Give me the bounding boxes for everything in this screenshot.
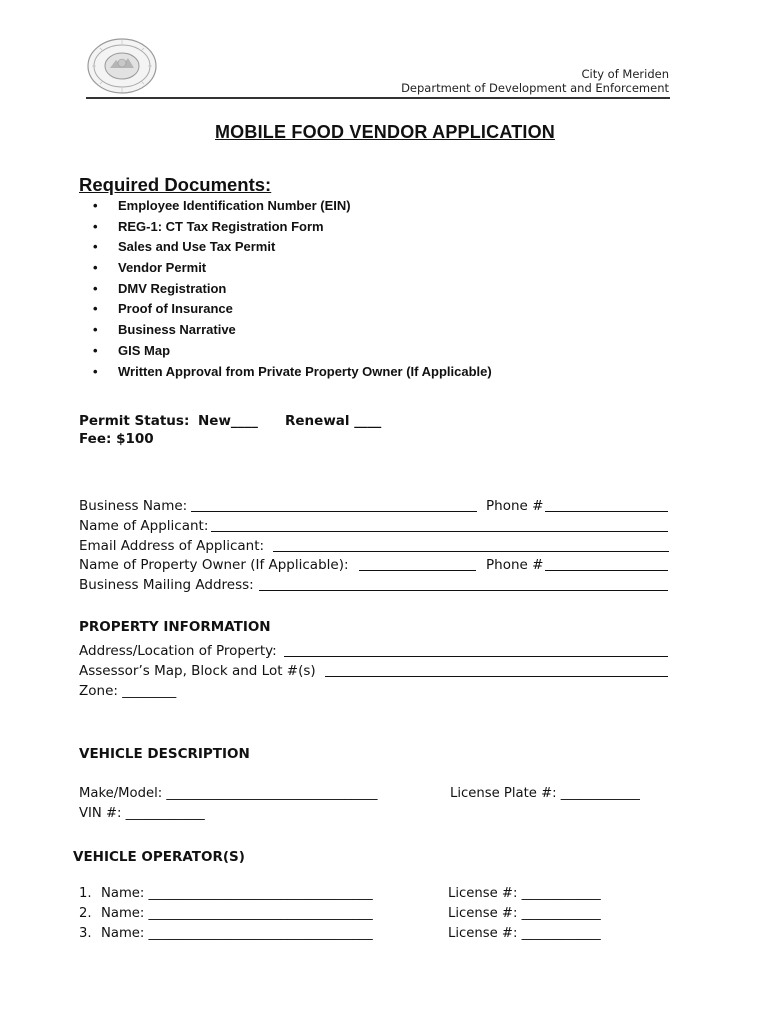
bullet-icon: • bbox=[93, 260, 98, 276]
permit-fee: Fee: $100 bbox=[79, 431, 154, 447]
operator-number: 1. bbox=[79, 886, 92, 901]
property-address-label: Address/Location of Property: bbox=[79, 643, 277, 659]
header-city: City of Meriden bbox=[581, 67, 669, 81]
business-name-field[interactable] bbox=[191, 498, 477, 512]
city-seal-logo bbox=[86, 38, 158, 94]
required-document-label: Business Narrative bbox=[118, 322, 236, 338]
operator-name-field[interactable]: Name: __________________________________ bbox=[101, 926, 373, 941]
permit-renewal-field[interactable]: Renewal ____ bbox=[285, 413, 382, 429]
required-document-item bbox=[93, 299, 492, 320]
operator-name-field[interactable]: Name: __________________________________ bbox=[101, 886, 373, 901]
zone-field[interactable]: Zone: ________ bbox=[79, 683, 177, 699]
required-document-item bbox=[93, 196, 492, 217]
mailing-address-field[interactable] bbox=[259, 577, 668, 591]
license-plate-field[interactable]: License Plate #: ____________ bbox=[450, 786, 640, 801]
operator-name-field[interactable]: Name: __________________________________ bbox=[101, 906, 373, 921]
bullet-icon: • bbox=[93, 280, 98, 296]
property-address-field[interactable] bbox=[284, 643, 668, 657]
bullet-icon: • bbox=[93, 363, 98, 379]
required-document-label: GIS Map bbox=[118, 342, 171, 358]
email-field[interactable] bbox=[273, 538, 669, 552]
phone-field[interactable] bbox=[545, 498, 668, 512]
property-owner-label: Name of Property Owner (If Applicable): bbox=[79, 557, 349, 573]
required-document-item bbox=[93, 237, 492, 258]
bullet-icon: • bbox=[93, 301, 98, 317]
page-title: MOBILE FOOD VENDOR APPLICATION bbox=[214, 122, 555, 142]
owner-phone-field[interactable] bbox=[545, 557, 668, 571]
vin-field[interactable]: VIN #: ____________ bbox=[79, 806, 205, 821]
required-document-label: REG-1: CT Tax Registration Form bbox=[118, 218, 324, 234]
required-document-label: Written Approval from Private Property Owner (If Applicable) bbox=[118, 363, 492, 379]
owner-phone-label: Phone # bbox=[486, 557, 544, 573]
required-document-label: DMV Registration bbox=[118, 280, 227, 296]
bullet-icon: • bbox=[93, 198, 98, 213]
header-department: Department of Development and Enforcement bbox=[401, 81, 669, 95]
email-label: Email Address of Applicant: bbox=[79, 538, 265, 554]
permit-status-label: Permit Status: bbox=[79, 413, 190, 429]
required-document-item bbox=[93, 217, 492, 238]
phone-label: Phone # bbox=[486, 498, 544, 514]
property-info-heading: PROPERTY INFORMATION bbox=[79, 619, 271, 635]
operator-license-field[interactable]: License #: ____________ bbox=[448, 906, 601, 921]
assessor-field[interactable] bbox=[325, 663, 668, 677]
applicant-name-field[interactable] bbox=[211, 518, 668, 532]
required-document-item bbox=[93, 279, 492, 300]
operator-number: 2. bbox=[79, 906, 92, 921]
bullet-icon: • bbox=[93, 342, 98, 358]
required-documents-list bbox=[93, 196, 492, 382]
bullet-icon: • bbox=[93, 218, 98, 234]
required-document-label: Vendor Permit bbox=[118, 260, 207, 276]
permit-new-field[interactable]: New____ bbox=[198, 413, 258, 429]
bullet-icon: • bbox=[93, 322, 98, 338]
vehicle-operators-heading: VEHICLE OPERATOR(S) bbox=[73, 849, 245, 865]
header-divider bbox=[86, 97, 670, 99]
required-document-label: Employee Identification Number (EIN) bbox=[118, 198, 351, 213]
required-document-label: Proof of Insurance bbox=[118, 301, 233, 317]
operator-license-field[interactable]: License #: ____________ bbox=[448, 886, 601, 901]
assessor-label: Assessor’s Map, Block and Lot #(s) bbox=[79, 663, 316, 679]
vehicle-description-heading: VEHICLE DESCRIPTION bbox=[79, 746, 250, 762]
required-document-item bbox=[93, 362, 492, 383]
required-documents-heading: Required Documents: bbox=[79, 174, 272, 195]
property-owner-field[interactable] bbox=[359, 557, 476, 571]
required-document-label: Sales and Use Tax Permit bbox=[118, 239, 276, 255]
operator-number: 3. bbox=[79, 926, 92, 941]
required-document-item bbox=[93, 320, 492, 341]
make-model-field[interactable]: Make/Model: ________________________________ bbox=[79, 786, 378, 801]
bullet-icon: • bbox=[93, 239, 98, 255]
required-document-item bbox=[93, 258, 492, 279]
mailing-address-label: Business Mailing Address: bbox=[79, 577, 254, 593]
business-name-label: Business Name: bbox=[79, 498, 188, 514]
required-document-item bbox=[93, 341, 492, 362]
applicant-name-label: Name of Applicant: bbox=[79, 518, 209, 534]
operator-license-field[interactable]: License #: ____________ bbox=[448, 926, 601, 941]
